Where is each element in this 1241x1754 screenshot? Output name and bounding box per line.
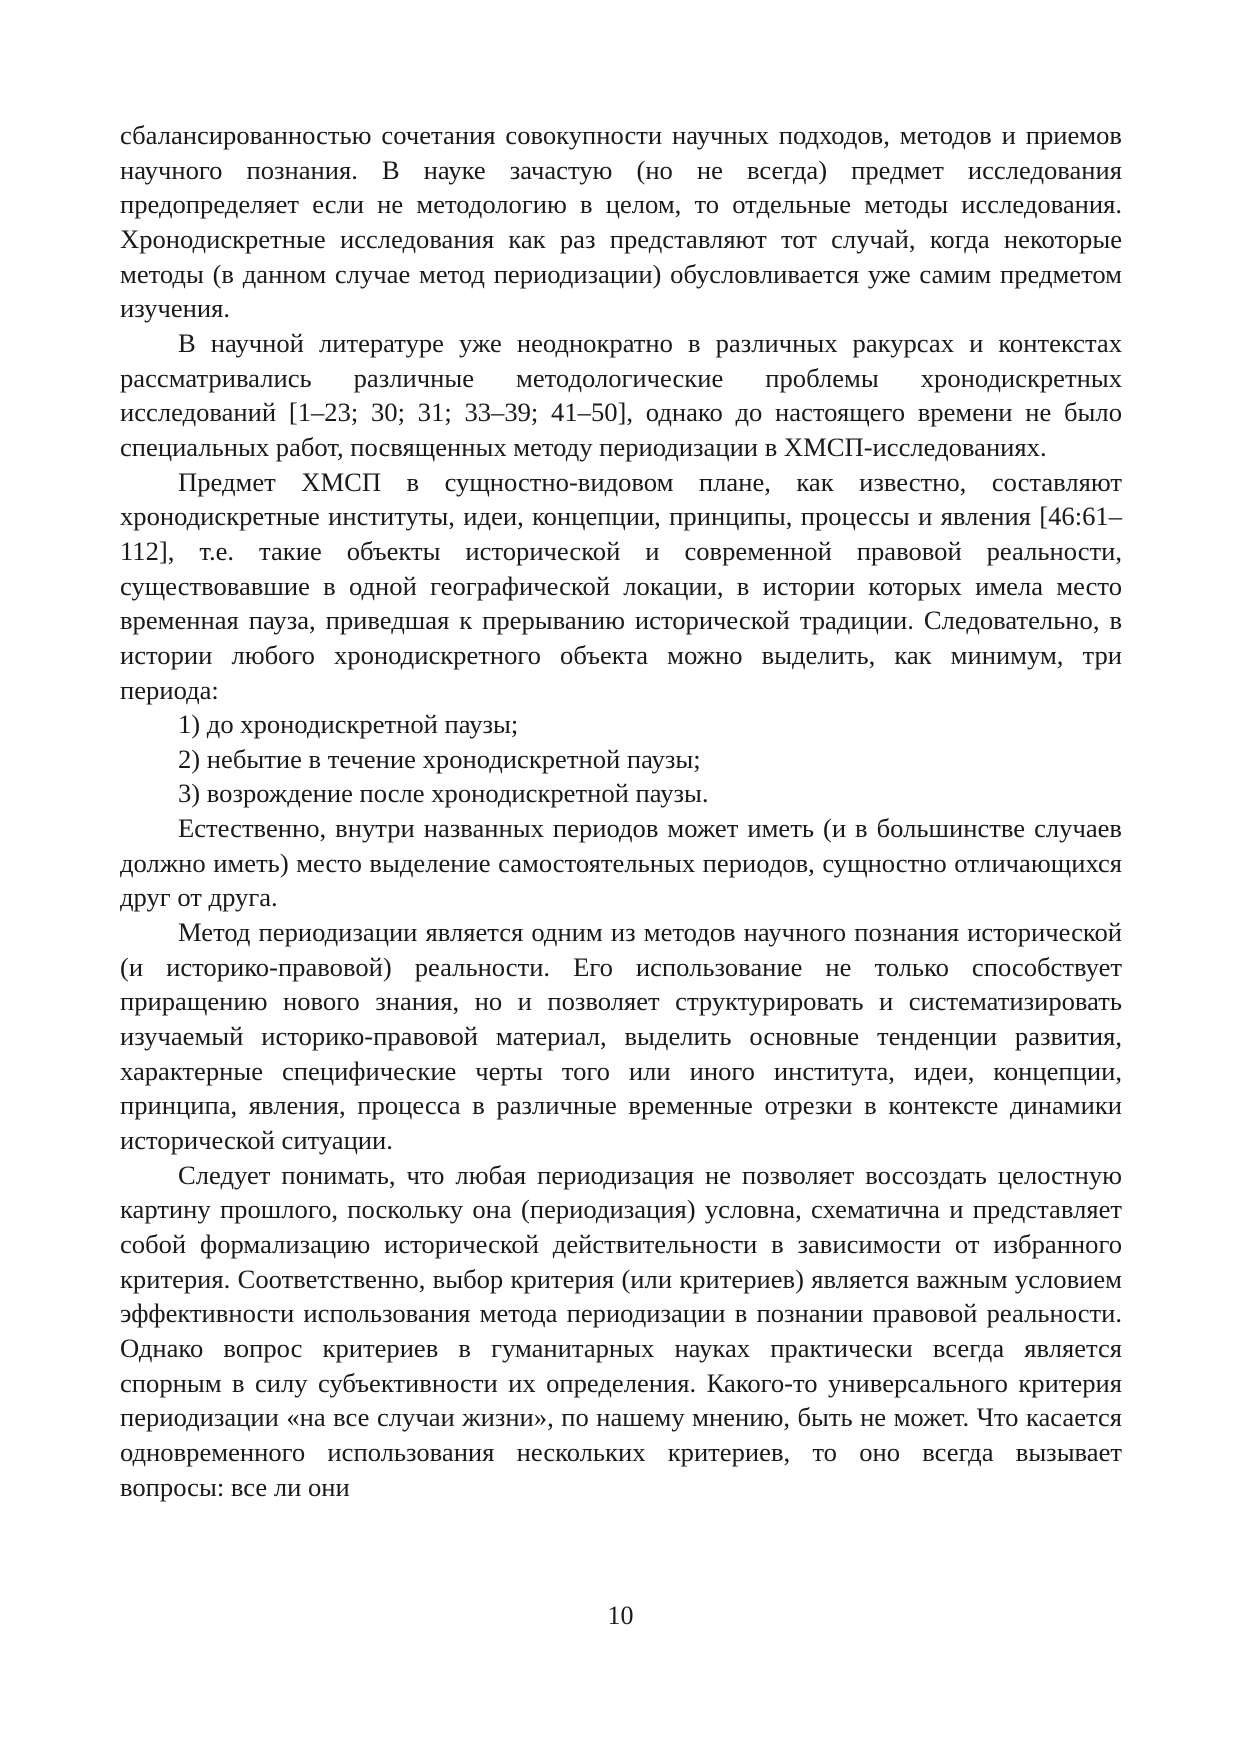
paragraph-understanding: Следует понимать, что любая периодизация не позволяет воссоздать целостную картину прошлого, поскольку она (периодизация) условна, схематична и представляет собой формализацию исторической действительности в зависимости от избранного критерия. Соответственно, выбор критерия (или критериев) является важным условием эффективности использования метода периодизации в познании правовой реальности. Однако вопрос критериев в гуманитарных науках практически всегда является спорным в силу субъективности их определения. Какого-то универсального критерия периодизации «на все случаи жизни», по нашему мнению, быть не может. Что касается одновременного использования нескольких критериев, то оно всегда вызывает вопросы: все ли они [120,1159,1122,1502]
paragraph-naturally: Естественно, внутри названных периодов может иметь (и в большинстве случаев должно иметь) место выделение самостоятельных периодов, сущностно отличающихся друг от друга. [120,813,1122,913]
paragraph-literature: В научной литературе уже неоднократно в различных ракурсах и контекстах рассматривались различные методологические проблемы хронодискретных исследований [1–23; 30; 31; 33–39; 41–50], однако до настоящего времени не было специальных работ, посвященных методу периодизации в ХМСП-исследованиях. [120,327,1122,462]
body-text [120,118,1122,1504]
page-number: 10 [607,1601,634,1630]
paragraph-method: Метод периодизации является одним из методов научного познания исторической (и историко-правовой) реальности. Его использование не только способствует приращению нового знания, но и позволяет структурировать и систематизировать изучаемый историко-правовой материал, выделить основные тенденции развития, характерные специфические черты того или иного института, идеи, концепции, принципа, явления, процесса в различные временные отрезки в контексте динамики исторической ситуации. [120,917,1122,1156]
list-item-period-3: 3) возрождение после хронодискретной паузы. [178,778,709,809]
list-item-period-2: 2) небытие в течение хронодискретной паузы; [178,743,701,774]
list-item-period-1: 1) до хронодискретной паузы; [178,709,519,740]
paragraph-subject: Предмет ХМСП в сущностно-видовом плане, как известно, составляют хронодискретные институты, идеи, концепции, принципы, процессы и явления [46:61–112], т.е. такие объекты исторической и современной правовой реальности, существовавшие в одной географической локации, в истории которых имела место временная пауза, приведшая к прерыванию исторической традиции. Следовательно, в истории любого хронодискретного объекта можно выделить, как минимум, три периода: [120,466,1122,705]
paragraph-continuation: сбалансированностью сочетания совокупности научных подходов, методов и приемов научного познания. В науке зачастую (но не всегда) предмет исследования предопределяет если не методологию в целом, то отдельные методы исследования. Хронодискретные исследования как раз представляют тот случай, когда некоторые методы (в данном случае метод периодизации) обусловливается уже самим предметом изучения. [120,120,1122,324]
